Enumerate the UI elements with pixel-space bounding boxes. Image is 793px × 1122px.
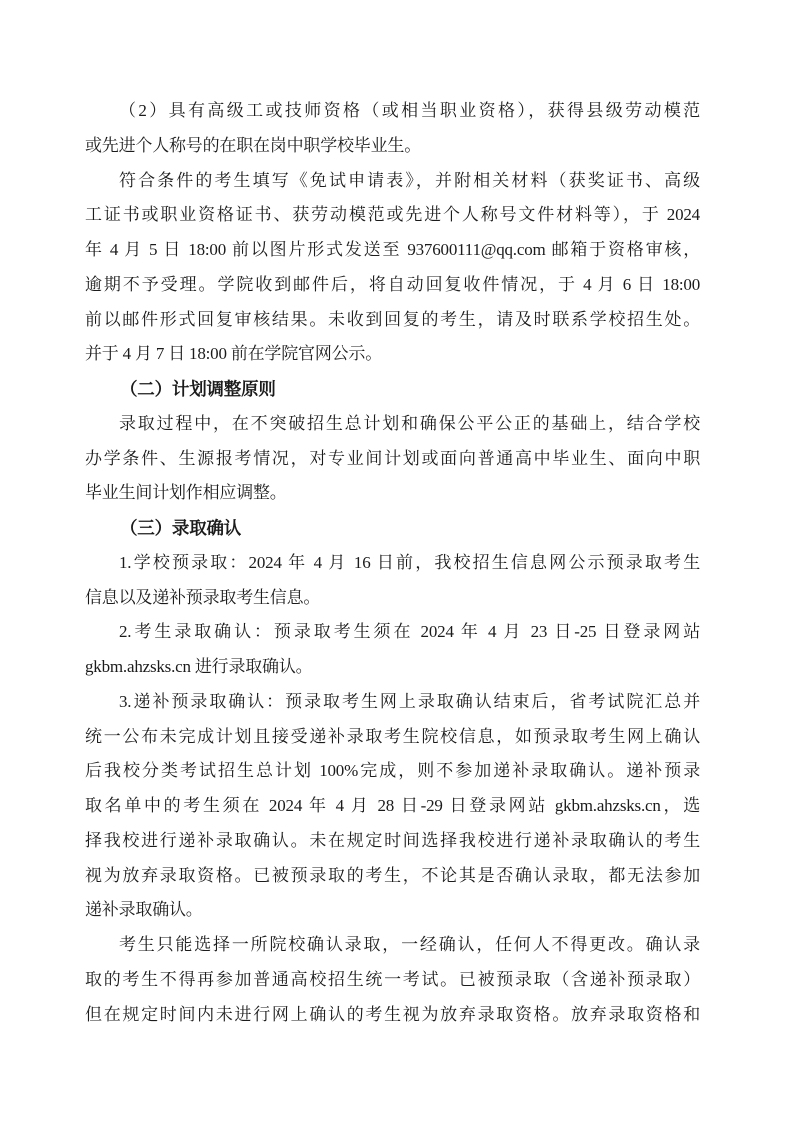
text-line: 后我校分类考试招生总计划 100%完成，则不参加递补录取确认。递补预录 bbox=[85, 761, 700, 781]
text-line: gkbm.ahzsks.cn 进行录取确认。 bbox=[85, 657, 313, 676]
text-line: 信息以及递补预录取考生信息。 bbox=[85, 587, 321, 607]
text-line: 或先进个人称号的在职在岗中职学校毕业生。 bbox=[85, 135, 421, 155]
text-line: 取名单中的考生须在 2024 年 4 月 28 日-29 日登录网站 gkbm.ahzsks.cn，选 bbox=[85, 796, 700, 815]
text-line: 工证书或职业资格证书、获劳动模范或先进个人称号文件材料等），于 2024 bbox=[85, 205, 700, 225]
text-line: 符合条件的考生填写《免试申请表》，并附相关材料（获奖证书、高级 bbox=[119, 170, 700, 190]
text-line: 办学条件、生源报考情况，对专业间计划或面向普通高中毕业生、面向中职 bbox=[85, 448, 700, 468]
text-line: 考生只能选择一所院校确认录取，一经确认，任何人不得更改。确认录 bbox=[119, 935, 700, 954]
text-line: 但在规定时间内未进行网上确认的考生视为放弃录取资格。放弃录取资格和 bbox=[85, 1004, 700, 1024]
section-heading: （二）计划调整原则 bbox=[120, 379, 276, 399]
text-line: 统一公布未完成计划且接受递补录取考生院校信息，如预录取考生网上确认 bbox=[85, 726, 700, 746]
text-line: 逾期不予受理。学院收到邮件后，将自动回复收件情况，于 4 月 6 日 18:00 bbox=[85, 274, 700, 294]
section-heading: （三）录取确认 bbox=[120, 518, 242, 538]
text-line: 择我校进行递补录取确认。未在规定时间选择我校进行递补录取确认的考生 bbox=[85, 830, 700, 850]
text-line: 毕业生间计划作相应调整。 bbox=[85, 483, 287, 503]
text-line: 视为放弃录取资格。已被预录取的考生，不论其是否确认录取，都无法参加 bbox=[85, 865, 700, 885]
text-line: 前以邮件形式回复审核结果。未收到回复的考生，请及时联系学校招生处。 bbox=[85, 309, 700, 329]
text-line: 2.考生录取确认：预录取考生须在 2024 年 4 月 23 日-25 日登录网站 bbox=[119, 622, 700, 642]
paragraph-school-pre-admission bbox=[85, 546, 700, 616]
paragraph-exemption-criteria-2 bbox=[85, 94, 700, 164]
text-line: 年 4 月 5 日 18:00 前以图片形式发送至 937600111@qq.com 邮箱于资格审核， bbox=[85, 240, 700, 259]
text-line: （2）具有高级工或技师资格（或相当职业资格），获得县级劳动模范 bbox=[119, 101, 700, 120]
text-line: 1.学校预录取：2024 年 4 月 16 日前，我校招生信息网公示预录取考生 bbox=[119, 552, 700, 572]
section-admission-confirmation bbox=[85, 511, 700, 546]
paragraph-supplementary-confirmation bbox=[85, 685, 700, 928]
paragraph-candidate-confirmation bbox=[85, 615, 700, 685]
text-line: 递补录取确认。 bbox=[85, 900, 203, 920]
paragraph-exemption-application bbox=[85, 164, 700, 373]
paragraph-confirmation-rules bbox=[85, 928, 700, 1032]
text-line: 并于 4 月 7 日 18:00 前在学院官网公示。 bbox=[85, 344, 383, 364]
paragraph-plan-adjustment bbox=[85, 407, 700, 511]
text-line: 取的考生不得再参加普通高校招生统一考试。已被预录取（含递补预录取） bbox=[85, 969, 700, 989]
document-content bbox=[85, 94, 700, 1032]
text-line: 3.递补预录取确认：预录取考生网上录取确认结束后，省考试院汇总并 bbox=[119, 691, 700, 711]
section-plan-adjustment bbox=[85, 372, 700, 407]
text-line: 录取过程中，在不突破招生总计划和确保公平公正的基础上，结合学校 bbox=[119, 413, 700, 433]
